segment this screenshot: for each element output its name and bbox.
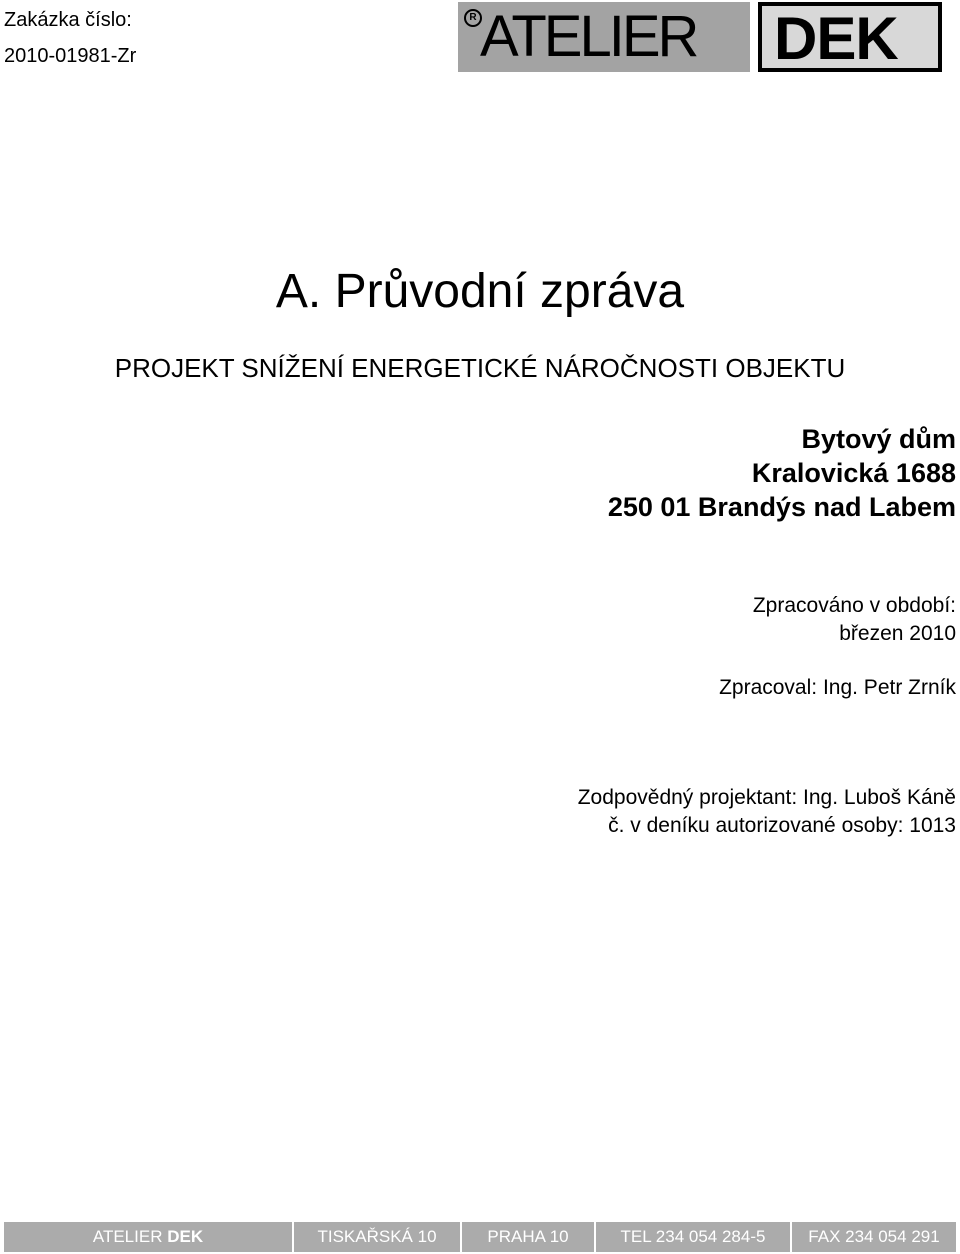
footer-brand-prefix: ATELIER xyxy=(92,1227,163,1246)
footer-bar xyxy=(4,1222,956,1252)
prepared-by: Zpracoval: Ing. Petr Zrník xyxy=(719,676,956,699)
authorization-number: č. v deníku autorizované osoby: 1013 xyxy=(608,814,956,837)
period-label: Zpracováno v období: xyxy=(752,594,956,617)
responsible-designer: Zodpovědný projektant: Ing. Luboš Káně xyxy=(577,786,956,809)
footer-brand-dek: DEK xyxy=(167,1227,204,1246)
footer-brand xyxy=(4,1222,294,1252)
logo-atelier-block xyxy=(458,2,750,72)
footer-city: PRAHA 10 xyxy=(462,1222,596,1252)
building-type: Bytový dům xyxy=(801,424,956,454)
logo-dek-block xyxy=(758,2,942,72)
logo-atelier-text: ATELIER xyxy=(480,4,697,69)
period-value: březen 2010 xyxy=(839,622,956,645)
building-street: Kralovická 1688 xyxy=(751,458,956,488)
footer-fax: FAX 234 054 291 xyxy=(808,1227,940,1246)
registered-mark-icon: R xyxy=(464,9,482,27)
order-number-value: 2010-01981-Zr xyxy=(4,45,137,67)
atelier-dek-logo xyxy=(458,2,942,72)
document-title: A. Průvodní zpráva xyxy=(275,265,685,318)
footer-street: TISKAŘSKÁ 10 xyxy=(294,1222,462,1252)
order-number-label: Zakázka číslo: xyxy=(4,9,132,31)
document-subtitle: PROJEKT SNÍŽENÍ ENERGETICKÉ NÁROČNOSTI OBJEKTU xyxy=(114,353,846,383)
footer-tel: TEL 234 054 284-5 xyxy=(596,1222,792,1252)
logo-dek-text: DEK xyxy=(774,5,898,72)
logo-dek-inner xyxy=(762,5,938,72)
building-city: 250 01 Brandýs nad Labem xyxy=(607,492,956,522)
